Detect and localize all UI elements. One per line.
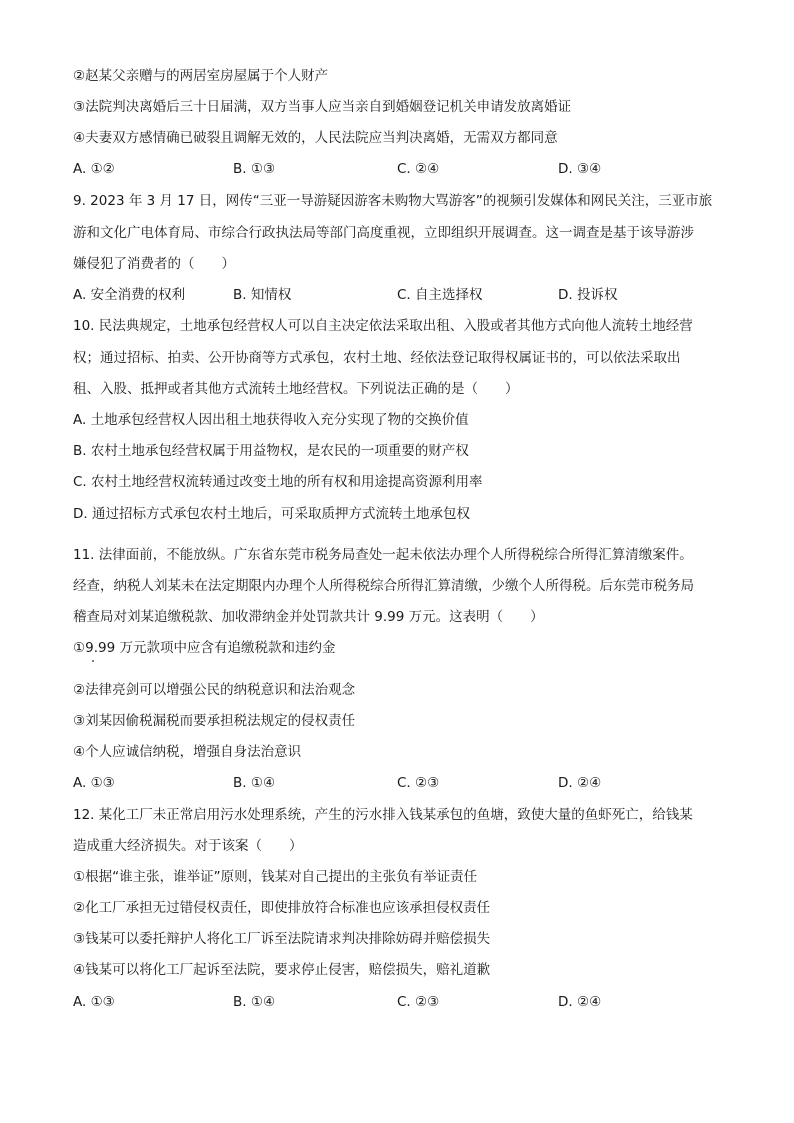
option-c[interactable]: C. 自主选择权 [397,287,483,303]
statement-4: ④个人应诚信纳税，增强自身法治意识 [73,744,302,760]
option-b[interactable]: B. 知情权 [233,287,292,303]
option-d[interactable]: D. ②④ [558,994,602,1010]
statement-2: ②化工厂承担无过错侵权责任，即使排放符合标准也应该承担侵权责任 [73,900,491,916]
option-a[interactable]: A. ①③ [73,775,115,791]
option-a[interactable]: A. 安全消费的权利 [73,287,186,303]
option-a[interactable]: A. 土地承包经营权人因出租土地获得收入充分实现了物的交换价值 [73,412,469,428]
question-text-line: 9. 2023 年 3 月 17 日，网传“三亚一导游疑因游客未购物大骂游客”的视频引发媒体和网民关注，三亚市旅 [73,193,713,209]
option-a[interactable]: A. ①② [73,161,115,177]
option-b[interactable]: B. 农村土地承包经营权属于用益物权，是农民的一项重要的财产权 [73,443,469,459]
option-d[interactable]: D. 投诉权 [558,287,618,303]
statement-3: ③法院判决离婚后三十日届满，双方当事人应当亲自到婚姻登记机关申请发放离婚证 [73,99,572,115]
option-b[interactable]: B. ①④ [233,994,276,1010]
option-d[interactable]: D. ②④ [558,775,602,791]
option-a[interactable]: A. ①③ [73,994,115,1010]
question-text-line: 游和文化广电体育局、市综合行政执法局等部门高度重视，立即组织开展调查。这一调查是基于该导游涉 [73,225,694,241]
option-b[interactable]: B. ①③ [233,161,276,177]
question-text-line: 造成重大经济损失。对于该案（ ） [73,838,303,854]
option-c[interactable]: C. ②③ [397,994,440,1010]
question-text-line: 稽查局对刘某追缴税款、加收滞纳金并处罚款共计 9.99 万元。这表明（ ） [73,609,544,625]
question-text-line: 经查，纳税人刘某未在法定期限内办理个人所得税综合所得汇算清缴，少缴个人所得税。后东莞市税务局 [73,578,694,594]
statement-1: ①根据“谁主张，谁举证”原则，钱某对自己提出的主张负有举证责任 [73,869,478,885]
option-d[interactable]: D. ③④ [558,161,602,177]
statement-2: ②法律亮剑可以增强公民的纳税意识和法治观念 [73,682,356,698]
option-c[interactable]: C. 农村土地经营权流转通过改变土地的所有权和用途提高资源利用率 [73,474,483,490]
question-text-line: 嫌侵犯了消费者的（ ） [73,256,235,272]
question-text-line: 权；通过招标、拍卖、公开协商等方式承包，农村土地、经依法登记取得权属证书的，可以依法采取出 [73,350,681,366]
statement-1: ①9.99 万元款项中应含有追缴税款和违约金 [73,640,336,656]
statement-4: ④钱某可以将化工厂起诉至法院，要求停止侵害，赔偿损失，赔礼道歉 [73,962,491,978]
option-c[interactable]: C. ②③ [397,775,440,791]
stray-dot [92,660,94,662]
question-text-line: 10. 民法典规定，土地承包经营权人可以自主决定依法采取出租、入股或者其他方式向他人流转土地经营 [73,318,693,334]
option-c[interactable]: C. ②④ [397,161,440,177]
statement-2: ②赵某父亲赠与的两居室房屋属于个人财产 [73,68,329,84]
option-b[interactable]: B. ①④ [233,775,276,791]
statement-4: ④夫妻双方感情确已破裂且调解无效的，人民法院应当判决离婚，无需双方都同意 [73,130,558,146]
statement-3: ③钱某可以委托辩护人将化工厂诉至法院请求判决排除妨碍并赔偿损失 [73,931,491,947]
question-text-line: 11. 法律面前，不能放纵。广东省东莞市税务局查处一起未依法办理个人所得税综合所得汇算清缴案件。 [73,547,693,563]
question-text-line: 租、入股、抵押或者其他方式流转土地经营权。下列说法正确的是（ ） [73,381,519,397]
statement-3: ③刘某因偷税漏税而要承担税法规定的侵权责任 [73,713,356,729]
question-text-line: 12. 某化工厂未正常启用污水处理系统，产生的污水排入钱某承包的鱼塘，致使大量的鱼虾死亡，给钱某 [73,807,693,823]
option-d[interactable]: D. 通过招标方式承包农村土地后，可采取质押方式流转土地承包权 [73,506,470,522]
